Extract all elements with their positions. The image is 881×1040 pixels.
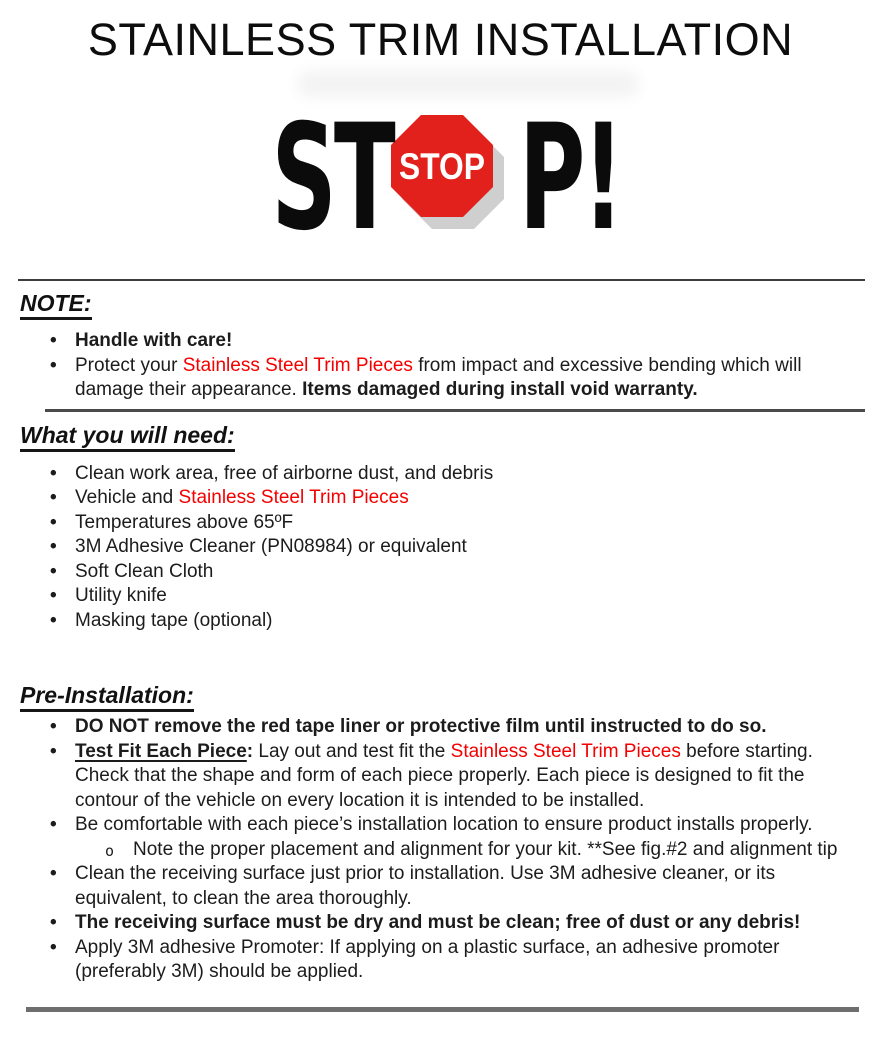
what-you-need-heading bbox=[20, 422, 881, 449]
what-you-need-heading-label: What you will need: bbox=[20, 422, 235, 452]
list-item-text: Items damaged during install void warranty. bbox=[302, 379, 698, 400]
list-item bbox=[0, 740, 853, 814]
divider-bottom bbox=[26, 1007, 859, 1012]
list-item-text: Masking tape (optional) bbox=[75, 609, 273, 631]
stop-word-right: P! bbox=[519, 93, 622, 263]
list-item-text: Lay out and test fit the bbox=[258, 740, 451, 762]
stop-word-left: ST bbox=[271, 93, 394, 263]
list-item-text: Note the proper placement and alignment for your kit. **See fig.#2 and alignment tip bbox=[133, 838, 838, 860]
note-heading-label: NOTE: bbox=[20, 290, 92, 320]
list-item bbox=[0, 511, 853, 536]
list-item bbox=[0, 813, 853, 838]
list-item bbox=[0, 535, 853, 560]
list-item bbox=[0, 838, 853, 863]
list-item-text: : bbox=[246, 740, 259, 762]
note-heading bbox=[20, 290, 881, 317]
list-item bbox=[0, 486, 853, 511]
list-item-text: Utility knife bbox=[75, 585, 167, 606]
list-item bbox=[0, 560, 853, 585]
stop-sign-label: STOP bbox=[399, 146, 486, 187]
stop-graphic bbox=[0, 93, 881, 263]
list-item-text: Clean work area, free of airborne dust, and debris bbox=[75, 462, 494, 484]
list-item bbox=[0, 609, 853, 634]
list-item bbox=[0, 715, 853, 740]
list-item bbox=[0, 862, 853, 911]
pre-installation-heading bbox=[20, 682, 881, 709]
list-item-text: Stainless Steel Trim Pieces bbox=[178, 487, 409, 508]
list-item-text: Protect your bbox=[75, 354, 183, 376]
list-item-text: Test Fit Each Piece bbox=[75, 740, 247, 762]
list-item-text: 3M Adhesive Cleaner (PN08984) or equivalent bbox=[75, 536, 467, 557]
page-title: STAINLESS TRIM INSTALLATION bbox=[87, 14, 794, 65]
pre-installation-list bbox=[0, 715, 881, 985]
note-list bbox=[0, 329, 881, 403]
divider-top bbox=[18, 279, 865, 281]
list-item bbox=[0, 584, 853, 609]
list-item-text: Soft Clean Cloth bbox=[75, 560, 214, 582]
stop-sign-icon bbox=[389, 113, 513, 237]
list-item-text: Clean the receiving surface just prior to installation. Use 3M adhesive cleaner, or its equivalent, to clean the area thoroughly. bbox=[75, 863, 776, 909]
list-item-text: Handle with care! bbox=[75, 330, 233, 351]
document-page bbox=[0, 16, 881, 1040]
list-item-text: DO NOT remove the red tape liner or protective film until instructed to do so. bbox=[75, 716, 767, 737]
divider-note bbox=[45, 409, 865, 412]
list-item-text: Be comfortable with each piece’s installation location to ensure product installs properly. bbox=[75, 814, 813, 835]
list-item bbox=[0, 329, 853, 354]
pre-installation-heading-label: Pre-Installation: bbox=[20, 682, 194, 712]
what-you-need-list bbox=[0, 462, 881, 634]
list-item bbox=[0, 462, 853, 487]
list-item bbox=[0, 936, 853, 985]
list-item-text: Stainless Steel Trim Pieces bbox=[450, 740, 681, 762]
list-item-text: from impact and excessive bending which will damage their appearance. bbox=[75, 354, 802, 400]
list-item-text: Temperatures above 65ºF bbox=[75, 511, 294, 533]
list-item bbox=[0, 911, 853, 936]
list-item-text: before starting. Check that the shape and form of each piece properly. Each piece is designed to fit the contour of the vehicle on every location it is intended to be installed. bbox=[75, 740, 813, 811]
list-item bbox=[0, 354, 853, 403]
list-item-text: Stainless Steel Trim Pieces bbox=[182, 354, 413, 376]
list-item-text: Apply 3M adhesive Promoter: If applying on a plastic surface, an adhesive promoter (preferably 3M) should be applied. bbox=[75, 936, 780, 982]
list-item-text: Vehicle and bbox=[75, 487, 179, 508]
list-item-text: The receiving surface must be dry and must be clean; free of dust or any debris! bbox=[75, 912, 801, 933]
